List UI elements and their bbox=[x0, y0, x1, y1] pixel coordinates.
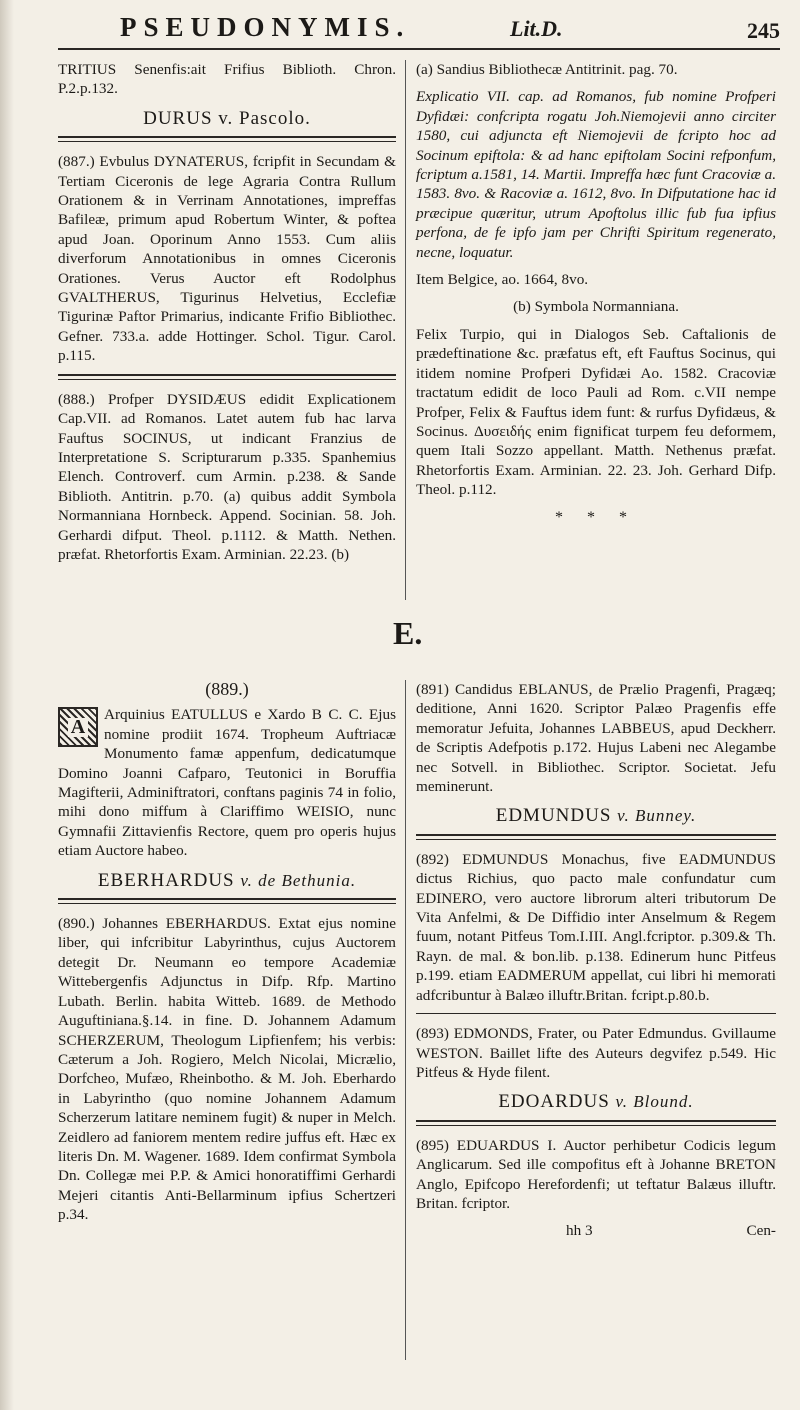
entry-tritius: TRITIUS Senenfis:ait Frifius Biblioth. Chron. P.2.p.132. bbox=[58, 61, 396, 98]
entry-rule bbox=[58, 898, 396, 904]
right-column-top bbox=[416, 60, 776, 533]
entry-edoardus-heading bbox=[416, 1092, 776, 1111]
entry-rule bbox=[416, 1013, 776, 1014]
footnote-a-text: Explicatio VII. cap. ad Romanos, fub nomine Profperi Dyfidæi: confcripta rogatu Joh.Niemojevii anno circiter 1580, cui adjuncta eft Niemojevii de fcripto hoc ad Socinum epiftola: & ad hanc epiftolam Socini refponfum, fcriptum a.1581, 14. Martii. Impreffa hæc funt Cracoviæ a. 1583. 8vo. & Racoviæ a. 1612, 8vo. In Difputatione hac id præcipue quæritur, utrum Apoftolus illic fub fua ipfius perfona, de fe ipfo jam per Chrifti Spiritum regenerato, necne, loquatur. bbox=[416, 88, 776, 261]
footnote-b-title: (b) Symbola Normanniana. bbox=[513, 298, 679, 316]
entry-895: (895) EDUARDUS I. Auctor perhibetur Codicis legum Anglicarum. Sed ille compofitus eft à Johanne BRETON Anglo, Epifcopo Herefordenfi; ut teftatur Balæus illuftr. Britan. fcriptor. bbox=[416, 1136, 776, 1212]
catchword: Cen- bbox=[746, 1222, 776, 1240]
heading-reference: v. de Bethunia. bbox=[240, 870, 357, 890]
page-gutter-shadow bbox=[0, 0, 14, 1410]
section-label: Lit.D. bbox=[510, 16, 563, 41]
entry-rule bbox=[416, 834, 776, 840]
ornamental-initial bbox=[58, 707, 98, 747]
signature-mark: hh 3 bbox=[566, 1222, 593, 1240]
right-column-bottom bbox=[416, 680, 776, 1241]
ornamental-initial-letter: A bbox=[68, 718, 88, 737]
heading-name: EDMUNDUS bbox=[495, 805, 612, 827]
entry-890: (890.) Johannes EBERHARDUS. Extat ejus nomine liber, qui infcribitur Labyrinthus, cujus Auctorem detegit Dr. Neumann eo tempore Academiæ Wittebergenfis Adjunctus in Difp. Rfp. Martino Lubath. Berlin. habita Witteb. 1689. de Methodo Auguftiniana.§.14. in fine. D. Johannem Adamum SCHERZERUM, Theologum Lipfienfem; his verbis: Cæterum a Joh. Rogiero, Melch Nicolai, Micrælio, Dorfcheo, Mufæo, Rheinbotho. & M. Joh. Eberhardo in Labyrintho (quo nomine Johannem Adamum Scherzerum latitare neminem fugit) & nuper in Melch. Zeidlero ad faniorem mentem redire juffus eft. Hæc ex literis Dn. M. Wagener. 1689. Idem confirmat Symbola Dn. Collegæ mei P.P. & Amici honoratiffimi Gerhardi Mejeri citantis Anti-Bellarminum ipfius Schertzeri p.34. bbox=[58, 915, 396, 1224]
entry-rule bbox=[58, 136, 396, 142]
footnote-a: (a) Sandius Bibliothecæ Antitrinit. pag. 70. bbox=[416, 61, 678, 78]
header-rule bbox=[58, 48, 780, 50]
column-divider-top bbox=[405, 60, 406, 600]
left-column-top bbox=[58, 60, 396, 572]
page-footer bbox=[416, 1221, 776, 1241]
left-column-bottom bbox=[58, 680, 396, 1233]
entry-888: (888.) Profper DYSIDÆUS edidit Explicationem Cap.VII. ad Romanos. Latet autem fub hac larva Fauftus SOCINUS, ut indicant Franzius de Interpretatione S. Scripturarum p.335. Spanhemius Elench. Controverf. cum Armin. p.238. & Sande Biblioth. Antitrin. p.70. (a) quibus addit Symbola Normanniana Hornbeck. Append. Socinian. 58. Joh. Gerhardi difput. Theol. p.1112. & Matth. Nethen. præfat. Rhetorfortis Exam. Arminian. 22.23. (b) bbox=[58, 390, 396, 563]
entry-rule bbox=[416, 1120, 776, 1126]
heading-reference: v. Bunney. bbox=[617, 806, 697, 826]
entry-892: (892) EDMUNDUS Monachus, five EADMUNDUS dictus Richius, quo pacto male confundatur cum EDINERO, vero auctore librorum alteri tributorum De Vita Anfelmi, & De Diffidio inter Anselmum & Regem fuum, notant Pitfeus Tom.I.III. Angl.fcriptor. p.309.& Th. Rayn. de mal. & bon.lib. p.138. Edinerum hunc Pitfeus p.199. etiam EADMERUM appellat, cui libri hi memorati adfcribuntur à Balæo illuftr.Britan. fcript.p.80.b. bbox=[416, 850, 776, 1004]
section-letter: E. bbox=[393, 615, 423, 651]
footnote-b-text: Felix Turpio, qui in Dialogos Seb. Caftalionis de prædeftinatione &c. præfatus eft, eft Fauftus Socinus, qui itidem nomine Profperi Dyfidæi Ao. 1582. Cracoviæ tractatum edidit de loco Pauli ad Rom. c.VII nempe Profper, Felix & Fauftus idem funt: & rurfus Dyfidæus, & Socinus. Δυσειδής enim fignificat turpem feu deformem, quem Itali Sozzo appellant. Matth. Nethenus præfat. Rhetorfortis Exam. Arminian. 22. 23. Joh. Gerhard Difp. Theol. p.112. bbox=[416, 325, 776, 499]
heading-name: EDOARDUS bbox=[498, 1091, 610, 1113]
entry-durus-heading: DURUS v. Pascolo. bbox=[143, 107, 311, 129]
entry-edmundus-heading bbox=[416, 806, 776, 825]
heading-reference: v. Blound. bbox=[615, 1092, 694, 1112]
entry-eberhardus-heading bbox=[58, 871, 396, 890]
entry-889-number: (889.) bbox=[205, 679, 249, 699]
running-title: PSEUDONYMIS. bbox=[120, 12, 411, 42]
column-divider-bottom bbox=[405, 680, 406, 1360]
entry-889 bbox=[58, 705, 396, 860]
entry-887: (887.) Evbulus DYNATERUS, fcripfit in Secundam & Tertiam Ciceronis de lege Agraria Contra Rullum Orationem & in Verrinam Annotationes, impreffas Bafileæ, primum apud Robertum Winter, & poftea apud Joan. Oporinum Anno 1553. Cum aliis diverforum Annotationibus in omnes Ciceronis Orationes. Verus Auctor eft Rodolphus GVALTHERUS, Tigurinus Helvetius, Ecclefiæ Tigurinæ Paftor Primarius, indicante Frifio Bibliothec. Gefner. 733.a. adde Hottinger. Schol. Tigur. Carol. p.115. bbox=[58, 153, 396, 365]
entry-rule bbox=[58, 374, 396, 380]
page-number: 245 bbox=[747, 18, 780, 43]
section-stars: * * * bbox=[555, 508, 637, 526]
footnote-a-belgice: Item Belgice, ao. 1664, 8vo. bbox=[416, 271, 589, 289]
entry-893: (893) EDMONDS, Frater, ou Pater Edmundus. Gvillaume WESTON. Baillet lifte des Auteurs degvifez p.549. Hic Pitfeus & Hyde filent. bbox=[416, 1025, 776, 1081]
heading-name: EBERHARDUS bbox=[97, 869, 235, 891]
entry-889-text: Arquinius EATULLUS e Xardo B C. C. Ejus nomine prodiit 1674. Tropheum Auftriacæ Monumento famæ appenfum, dedicatumque Domino Joanni Cafparo, Teutonici in Boruffia Magifterii, Adminiftratori, conftans paginis 74 in folio, mihi dono miffum à Clariffimo WEISIO, nunc Gymnafii Zittavienfis Rectore, quem pro operis hujus etiam Auctore habeo. bbox=[58, 706, 396, 860]
entry-891: (891) Candidus EBLANUS, de Prælio Pragenfi, Pragæq; deditione, Anni 1620. Scriptor Palæo Pragenfis effe memoratur Jefuita, Johannes LABBEUS, apud Deckherr. de Scriptis Adefpotis p.172. Hujus Labeni nec Alegambe nec Sotvell. in Bibliothec. Scriptor. Societat. Jefu meminerunt. bbox=[416, 681, 776, 796]
page-header bbox=[40, 12, 780, 52]
